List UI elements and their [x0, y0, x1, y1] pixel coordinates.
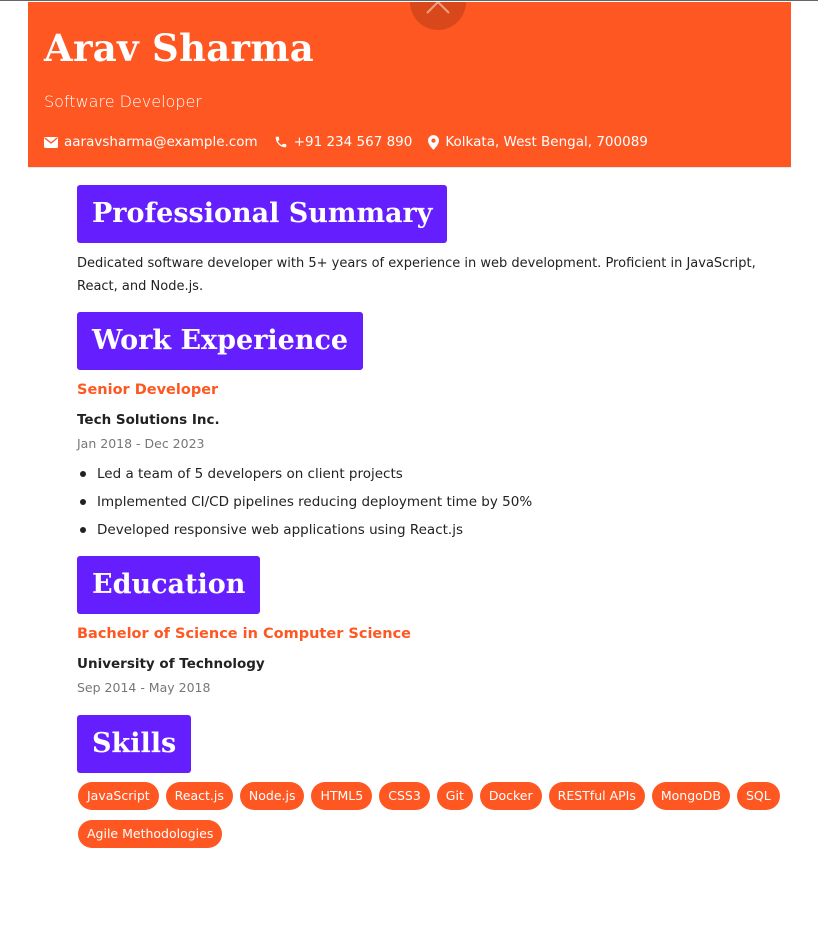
list-item: Led a team of 5 developers on client projects [77, 462, 532, 490]
skill-badge[interactable]: HTML5 [311, 782, 372, 810]
resume-header [28, 2, 791, 167]
contact-phone[interactable] [274, 134, 413, 150]
contact-phone-text: +91 234 567 890 [293, 134, 413, 150]
list-item: Implemented CI/CD pipelines reducing deployment time by 50% [77, 490, 532, 518]
header-divider [28, 167, 791, 168]
skill-badge[interactable]: CSS3 [379, 782, 430, 810]
job-dates: Jan 2018 - Dec 2023 [77, 436, 205, 451]
skill-badge[interactable]: Git [437, 782, 473, 810]
skill-badge[interactable]: RESTful APIs [549, 782, 645, 810]
candidate-name: Arav Sharma [44, 26, 315, 70]
contact-location [428, 134, 648, 150]
list-item: Developed responsive web applications using React.js [77, 518, 532, 546]
phone-icon [274, 135, 288, 149]
section-title-skills: Skills [77, 715, 191, 773]
section-title-education: Education [77, 556, 260, 614]
skill-badge[interactable]: React.js [166, 782, 233, 810]
contact-location-text: Kolkata, West Bengal, 700089 [445, 134, 648, 150]
degree-title: Bachelor of Science in Computer Science [77, 626, 411, 642]
map-marker-icon [428, 135, 439, 150]
scroll-up-button[interactable] [410, 2, 466, 30]
skill-badge[interactable]: Agile Methodologies [78, 820, 222, 848]
section-title-summary: Professional Summary [77, 185, 447, 243]
contact-info [44, 134, 664, 150]
skill-badge[interactable]: Docker [480, 782, 542, 810]
envelope-icon [44, 137, 58, 148]
section-title-experience: Work Experience [77, 312, 363, 370]
summary-text: Dedicated software developer with 5+ years of experience in web development. Proficient in JavaScript, React, and Node.js. [77, 256, 756, 294]
candidate-role: Software Developer [44, 92, 202, 111]
skill-badge[interactable]: SQL [737, 782, 780, 810]
company-name: Tech Solutions Inc. [77, 412, 220, 428]
job-title: Senior Developer [77, 382, 219, 398]
job-bullets [77, 462, 532, 546]
school-name: University of Technology [77, 656, 265, 672]
skills-list [78, 782, 798, 858]
skill-badge[interactable]: JavaScript [78, 782, 159, 810]
contact-email-text: aaravsharma@example.com [64, 134, 258, 150]
education-dates: Sep 2014 - May 2018 [77, 680, 211, 695]
skill-badge[interactable]: Node.js [240, 782, 305, 810]
chevron-up-icon [425, 2, 451, 14]
contact-email[interactable] [44, 134, 258, 150]
skill-badge[interactable]: MongoDB [652, 782, 730, 810]
top-border [0, 0, 818, 1]
